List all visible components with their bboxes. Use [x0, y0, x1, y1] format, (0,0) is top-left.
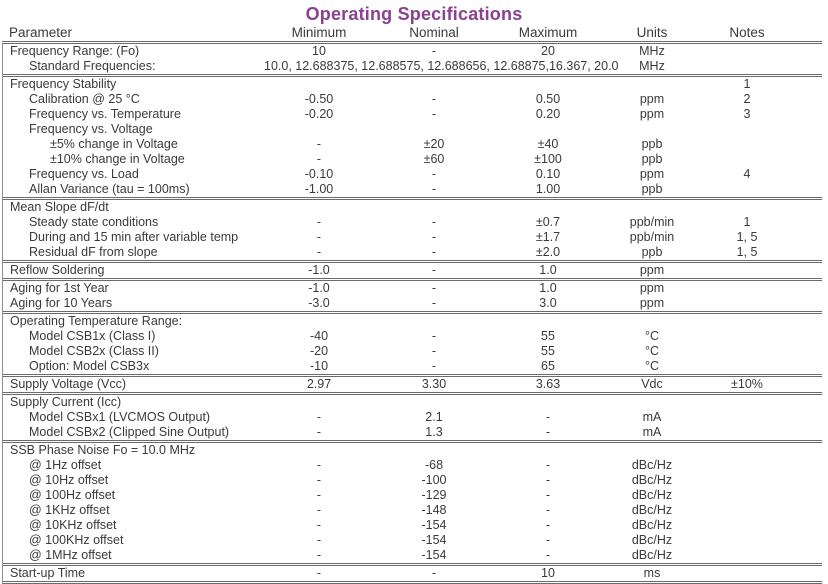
notes-cell — [702, 518, 792, 533]
units-cell: ppm — [639, 92, 665, 106]
spec-row — [3, 230, 822, 245]
spec-section — [3, 200, 822, 263]
nominal-cell: 1.3 — [425, 425, 443, 439]
nominal-cell: - — [431, 230, 437, 244]
maximum-cell: ±2.0 — [535, 245, 561, 259]
spec-section — [3, 281, 822, 314]
maximum-cell — [494, 395, 602, 410]
header-spacer — [792, 24, 822, 41]
units-cell — [602, 443, 702, 458]
parameter-cell: @ 1Hz offset — [29, 458, 102, 472]
units-cell — [602, 122, 702, 137]
column-header-units: Units — [636, 25, 668, 40]
parameter-cell: Start-up Time — [10, 566, 86, 580]
spec-row — [3, 200, 822, 215]
spec-section — [3, 44, 822, 77]
parameter-cell: Mean Slope dF/dt — [10, 200, 109, 214]
notes-cell — [702, 329, 792, 344]
nominal-cell: - — [431, 344, 437, 358]
notes-cell: 2 — [743, 92, 751, 106]
row-spacer — [792, 122, 822, 137]
maximum-cell: 0.20 — [535, 107, 561, 121]
parameter-cell: Model CSBx1 (LVCMOS Output) — [29, 410, 211, 424]
minimum-cell: - — [316, 152, 322, 166]
parameter-cell: Frequency vs. Load — [29, 167, 139, 181]
row-spacer — [792, 263, 822, 278]
notes-cell — [702, 488, 792, 503]
row-spacer — [792, 215, 822, 230]
minimum-cell: - — [316, 458, 322, 472]
row-spacer — [792, 167, 822, 182]
parameter-cell: @ 10Hz offset — [29, 473, 109, 487]
minimum-cell: -10 — [309, 359, 329, 373]
nominal-cell: -154 — [421, 518, 447, 532]
units-cell: ppb — [641, 137, 663, 151]
nominal-cell: - — [431, 566, 437, 580]
minimum-cell: -0.50 — [304, 92, 334, 106]
spec-section — [3, 395, 822, 443]
spec-row — [3, 182, 822, 197]
notes-cell — [702, 548, 792, 563]
parameter-cell: Residual dF from slope — [29, 245, 158, 259]
nominal-cell: -148 — [421, 503, 447, 517]
row-spacer — [792, 410, 822, 425]
spec-section — [3, 443, 822, 566]
nominal-cell: - — [431, 92, 437, 106]
row-spacer — [792, 503, 822, 518]
units-cell: dBc/Hz — [631, 548, 673, 562]
spec-row — [3, 107, 822, 122]
units-cell: °C — [644, 344, 660, 358]
units-cell: dBc/Hz — [631, 503, 673, 517]
nominal-cell: - — [431, 167, 437, 181]
row-spacer — [792, 425, 822, 440]
minimum-cell: - — [316, 518, 322, 532]
spec-section — [3, 377, 822, 395]
spec-row — [3, 215, 822, 230]
maximum-cell: ±100 — [534, 152, 562, 166]
maximum-cell: 1.0 — [539, 263, 557, 277]
parameter-cell: During and 15 min after variable temp — [29, 230, 239, 244]
nominal-cell: - — [431, 245, 437, 259]
units-cell: °C — [644, 329, 660, 343]
operating-specifications-table — [2, 24, 822, 584]
units-cell: °C — [644, 359, 660, 373]
maximum-cell: 0.50 — [535, 92, 561, 106]
parameter-cell: Aging for 1st Year — [10, 281, 109, 295]
parameter-cell: SSB Phase Noise Fo = 10.0 MHz — [10, 443, 196, 457]
nominal-cell: - — [431, 329, 437, 343]
parameter-cell: Allan Variance (tau = 100ms) — [29, 182, 190, 196]
parameter-cell: Frequency vs. Temperature — [29, 107, 181, 121]
row-spacer — [792, 377, 822, 392]
units-cell: dBc/Hz — [631, 473, 673, 487]
spec-row — [3, 44, 822, 59]
parameter-cell: Aging for 10 Years — [10, 296, 113, 310]
maximum-cell: 65 — [541, 359, 555, 373]
parameter-cell: Supply Voltage (Vcc) — [10, 377, 127, 391]
notes-cell: 1, 5 — [736, 230, 758, 244]
notes-cell: 4 — [743, 167, 751, 181]
row-spacer — [792, 182, 822, 197]
column-header-minimum: Minimum — [291, 25, 347, 40]
units-cell: ppm — [639, 107, 665, 121]
parameter-cell: Operating Temperature Range: — [10, 314, 183, 328]
row-spacer — [792, 395, 822, 410]
notes-cell — [702, 182, 792, 197]
notes-cell — [702, 263, 792, 278]
maximum-cell: - — [545, 548, 551, 562]
units-cell: dBc/Hz — [631, 533, 673, 547]
notes-cell — [702, 314, 792, 329]
minimum-cell: - — [316, 566, 322, 580]
column-header-nominal: Nominal — [409, 25, 459, 40]
row-spacer — [792, 77, 822, 92]
nominal-cell: - — [431, 263, 437, 277]
parameter-cell: Standard Frequencies: — [29, 59, 156, 73]
notes-cell — [702, 44, 792, 59]
notes-cell — [702, 503, 792, 518]
spec-row — [3, 458, 822, 473]
nominal-cell — [374, 314, 494, 329]
maximum-cell — [494, 443, 602, 458]
parameter-cell: Calibration @ 25 °C — [29, 92, 140, 106]
spec-section — [3, 566, 822, 584]
spec-row — [3, 314, 822, 329]
row-spacer — [792, 329, 822, 344]
row-spacer — [792, 152, 822, 167]
units-cell — [602, 395, 702, 410]
units-cell: ppm — [639, 167, 665, 181]
maximum-cell: - — [545, 503, 551, 517]
row-spacer — [792, 281, 822, 296]
maximum-cell: - — [545, 488, 551, 502]
parameter-cell: @ 10KHz offset — [29, 518, 117, 532]
minimum-cell: - — [316, 548, 322, 562]
units-cell: dBc/Hz — [631, 488, 673, 502]
maximum-cell — [494, 122, 602, 137]
row-spacer — [792, 59, 822, 74]
nominal-cell: - — [431, 44, 437, 58]
spec-row — [3, 488, 822, 503]
row-spacer — [792, 443, 822, 458]
parameter-cell: Steady state conditions — [29, 215, 159, 229]
maximum-cell: ±0.7 — [535, 215, 561, 229]
spec-section — [3, 314, 822, 377]
spec-row — [3, 77, 822, 92]
spec-section — [3, 263, 822, 281]
units-cell: ms — [643, 566, 661, 580]
notes-cell — [702, 122, 792, 137]
spec-row — [3, 410, 822, 425]
spec-row — [3, 443, 822, 458]
parameter-cell: Model CSBx2 (Clipped Sine Output) — [29, 425, 230, 439]
spec-row — [3, 503, 822, 518]
spec-row — [3, 263, 822, 278]
units-cell: MHz — [639, 59, 665, 73]
nominal-cell: -129 — [421, 488, 447, 502]
minimum-cell: - — [316, 503, 322, 517]
units-cell: mA — [642, 410, 662, 424]
units-cell: Vdc — [641, 377, 663, 391]
minimum-cell: -0.10 — [304, 167, 334, 181]
row-spacer — [792, 533, 822, 548]
maximum-cell: 55 — [541, 329, 555, 343]
spec-section — [3, 77, 822, 200]
maximum-cell — [494, 314, 602, 329]
units-cell: ppb — [641, 245, 663, 259]
units-cell: ppb — [641, 152, 663, 166]
row-spacer — [792, 314, 822, 329]
spec-row — [3, 395, 822, 410]
spec-row — [3, 566, 822, 581]
spec-row — [3, 152, 822, 167]
minimum-cell: -1.0 — [308, 263, 330, 277]
nominal-cell: 2.1 — [425, 410, 443, 424]
nominal-cell: - — [431, 359, 437, 373]
notes-cell: 1 — [743, 77, 751, 91]
parameter-cell: ±10% change in Voltage — [50, 152, 185, 166]
row-spacer — [792, 137, 822, 152]
maximum-cell: 3.63 — [535, 377, 561, 391]
row-spacer — [792, 107, 822, 122]
parameter-cell: Frequency Stability — [10, 77, 117, 91]
table-body — [2, 44, 822, 584]
value-span-cell: 10.0, 12.688375, 12.688575, 12.688656, 12.68875,16.367, 20.0 — [264, 59, 619, 73]
page-title: Operating Specifications — [305, 4, 523, 24]
maximum-cell: 1.0 — [539, 281, 557, 295]
maximum-cell: - — [545, 533, 551, 547]
spec-row — [3, 518, 822, 533]
spec-row — [3, 137, 822, 152]
nominal-cell: - — [431, 182, 437, 196]
minimum-cell: - — [316, 137, 322, 151]
maximum-cell — [494, 200, 602, 215]
column-header-maximum: Maximum — [518, 25, 578, 40]
row-spacer — [792, 44, 822, 59]
row-spacer — [792, 488, 822, 503]
minimum-cell: 10 — [312, 44, 326, 58]
notes-cell: 1, 5 — [736, 245, 758, 259]
row-spacer — [792, 359, 822, 374]
nominal-cell: - — [431, 281, 437, 295]
minimum-cell: - — [316, 473, 322, 487]
nominal-cell: 3.30 — [421, 377, 447, 391]
notes-cell — [702, 458, 792, 473]
notes-cell — [702, 137, 792, 152]
minimum-cell — [264, 395, 374, 410]
minimum-cell: - — [316, 425, 322, 439]
maximum-cell: 0.10 — [535, 167, 561, 181]
notes-cell: 1 — [743, 215, 751, 229]
spec-row — [3, 359, 822, 374]
units-cell: dBc/Hz — [631, 458, 673, 472]
minimum-cell: -1.0 — [308, 281, 330, 295]
parameter-cell: Model CSB1x (Class I) — [29, 329, 156, 343]
spec-row — [3, 245, 822, 260]
maximum-cell: - — [545, 425, 551, 439]
nominal-cell: -154 — [421, 533, 447, 547]
row-spacer — [792, 458, 822, 473]
maximum-cell: - — [545, 473, 551, 487]
parameter-cell: Reflow Soldering — [10, 263, 105, 277]
row-spacer — [792, 518, 822, 533]
row-spacer — [792, 200, 822, 215]
units-cell: ppb/min — [629, 230, 675, 244]
units-cell: MHz — [639, 44, 665, 58]
minimum-cell: - — [316, 230, 322, 244]
notes-cell: 3 — [743, 107, 751, 121]
minimum-cell: 2.97 — [306, 377, 332, 391]
parameter-cell: Frequency vs. Voltage — [29, 122, 153, 136]
notes-cell: ±10% — [731, 377, 763, 391]
nominal-cell: ±60 — [423, 152, 445, 166]
minimum-cell: -1.00 — [304, 182, 334, 196]
nominal-cell — [374, 77, 494, 92]
units-cell: ppb — [641, 182, 663, 196]
minimum-cell — [264, 122, 374, 137]
minimum-cell: -0.20 — [304, 107, 334, 121]
nominal-cell: - — [431, 215, 437, 229]
minimum-cell: -20 — [309, 344, 329, 358]
parameter-cell: ±5% change in Voltage — [50, 137, 178, 151]
spec-row — [3, 122, 822, 137]
notes-cell — [702, 59, 792, 74]
column-header-notes: Notes — [729, 25, 765, 40]
maximum-cell: 3.0 — [539, 296, 557, 310]
notes-cell — [702, 344, 792, 359]
maximum-cell: 10 — [541, 566, 555, 580]
units-cell: ppm — [639, 296, 665, 310]
nominal-cell: ±20 — [423, 137, 445, 151]
notes-cell — [702, 443, 792, 458]
minimum-cell — [264, 314, 374, 329]
parameter-cell: Option: Model CSB3x — [29, 359, 150, 373]
notes-cell — [702, 533, 792, 548]
spec-row — [3, 344, 822, 359]
parameter-cell: @ 100KHz offset — [29, 533, 124, 547]
notes-cell — [702, 410, 792, 425]
nominal-cell — [374, 443, 494, 458]
units-cell: ppb/min — [629, 215, 675, 229]
nominal-cell — [374, 395, 494, 410]
row-spacer — [792, 245, 822, 260]
units-cell — [602, 200, 702, 215]
maximum-cell — [494, 77, 602, 92]
minimum-cell: - — [316, 533, 322, 547]
parameter-cell: Supply Current (Icc) — [10, 395, 122, 409]
maximum-cell: - — [545, 458, 551, 472]
maximum-cell: 20 — [541, 44, 555, 58]
minimum-cell: - — [316, 245, 322, 259]
spec-row — [3, 533, 822, 548]
notes-cell — [702, 395, 792, 410]
maximum-cell: - — [545, 410, 551, 424]
minimum-cell: - — [316, 488, 322, 502]
units-cell — [602, 77, 702, 92]
minimum-cell — [264, 443, 374, 458]
spec-row — [3, 281, 822, 296]
notes-cell — [702, 200, 792, 215]
table-header-row — [2, 24, 822, 44]
row-spacer — [792, 296, 822, 311]
minimum-cell: -40 — [309, 329, 329, 343]
column-header-parameter: Parameter — [9, 25, 73, 40]
spec-row — [3, 296, 822, 311]
parameter-cell: @ 1KHz offset — [29, 503, 110, 517]
nominal-cell — [374, 200, 494, 215]
parameter-cell: Frequency Range: (Fo) — [10, 44, 140, 58]
maximum-cell: ±40 — [537, 137, 559, 151]
notes-cell — [702, 281, 792, 296]
notes-cell — [702, 152, 792, 167]
units-cell: ppm — [639, 281, 665, 295]
spec-row — [3, 59, 822, 74]
maximum-cell: 1.00 — [535, 182, 561, 196]
nominal-cell: - — [431, 107, 437, 121]
minimum-cell: - — [316, 410, 322, 424]
spec-row — [3, 548, 822, 563]
maximum-cell: - — [545, 518, 551, 532]
row-spacer — [792, 473, 822, 488]
notes-cell — [702, 359, 792, 374]
maximum-cell: ±1.7 — [535, 230, 561, 244]
row-spacer — [792, 92, 822, 107]
row-spacer — [792, 230, 822, 245]
parameter-cell: Model CSB2x (Class II) — [29, 344, 159, 358]
units-cell — [602, 314, 702, 329]
minimum-cell — [264, 200, 374, 215]
maximum-cell: 55 — [541, 344, 555, 358]
row-spacer — [792, 566, 822, 581]
notes-cell — [702, 473, 792, 488]
minimum-cell: - — [316, 215, 322, 229]
units-cell: dBc/Hz — [631, 518, 673, 532]
spec-row — [3, 425, 822, 440]
row-spacer — [792, 344, 822, 359]
minimum-cell: -3.0 — [308, 296, 330, 310]
spec-row — [3, 377, 822, 392]
nominal-cell: -154 — [421, 548, 447, 562]
units-cell: mA — [642, 425, 662, 439]
notes-cell — [702, 425, 792, 440]
notes-cell — [702, 296, 792, 311]
row-spacer — [792, 548, 822, 563]
notes-cell — [702, 566, 792, 581]
spec-row — [3, 167, 822, 182]
nominal-cell: - — [431, 296, 437, 310]
units-cell: ppm — [639, 263, 665, 277]
parameter-cell: @ 100Hz offset — [29, 488, 116, 502]
spec-row — [3, 329, 822, 344]
spec-row — [3, 473, 822, 488]
spec-row — [3, 92, 822, 107]
minimum-cell — [264, 77, 374, 92]
parameter-cell: @ 1MHz offset — [29, 548, 112, 562]
nominal-cell: -68 — [424, 458, 444, 472]
nominal-cell: -100 — [421, 473, 447, 487]
nominal-cell — [374, 122, 494, 137]
